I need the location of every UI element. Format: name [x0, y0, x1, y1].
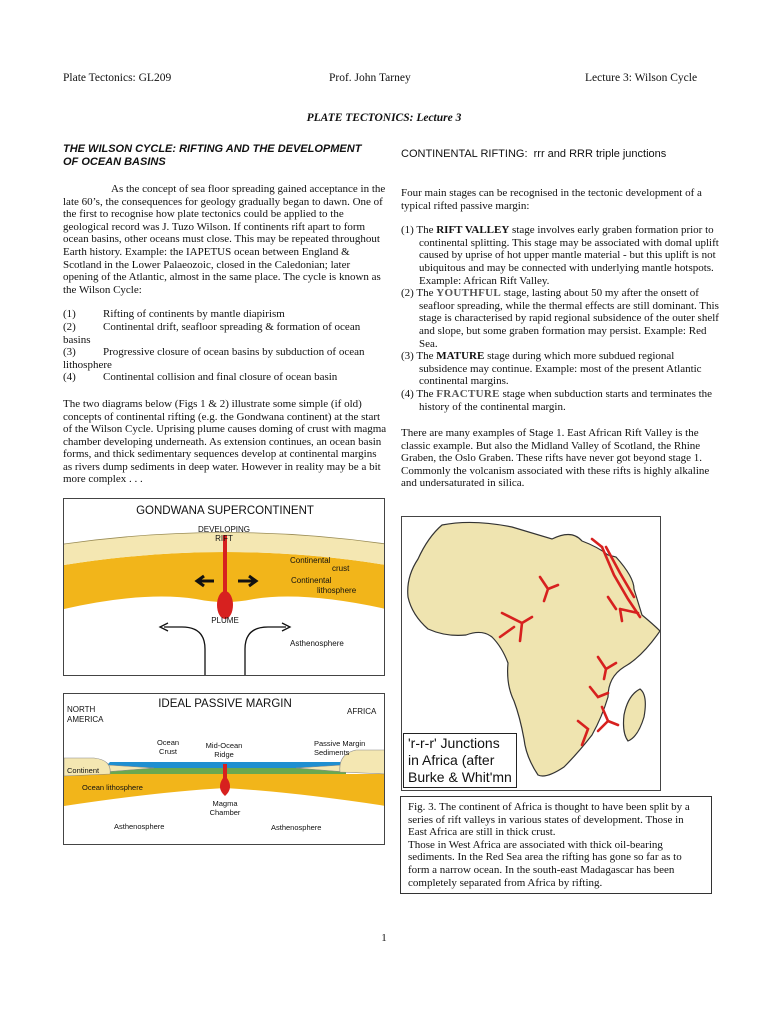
wilson-step — [63, 308, 388, 321]
doc-title: PLATE TECTONICS: Lecture 3 — [306, 112, 462, 124]
figure-passive-margin — [63, 693, 385, 845]
step-number: (4) — [63, 371, 76, 384]
ocean-lithosphere-label: Ocean lithosphere — [82, 783, 143, 792]
plume-label: PLUME — [211, 616, 239, 625]
wilson-step — [63, 321, 388, 346]
north-america-label-line1: NORTH — [67, 705, 96, 714]
stage-text: stage when subduction starts and terminates the history of the continental margin. — [419, 387, 713, 413]
ridge-label-line2: Ridge — [214, 750, 234, 759]
madagascar-landmass — [624, 689, 646, 741]
stages-list — [401, 224, 721, 413]
left-heading-line2: OF OCEAN BASINS — [63, 156, 166, 168]
lithosphere-label-line2: lithosphere — [317, 586, 357, 595]
stage-number: (4) The — [401, 387, 437, 400]
step-text: Progressive closure of ocean basins by subduction of ocean — [103, 346, 365, 359]
figure-gondwana — [63, 498, 385, 676]
diagrams-paragraph: The two diagrams below (Figs 1 & 2) illustrate some simple (if old) concepts of continental rifting (e.g. the Gondwana continent) at the start of the Wilson Cycle. Uprising plume causes doming of crust with magma chamber developing underneath. As extension continues, an ocean basin forms, and thick sedimentary sequences develop at continental margins as rivers dump sediments in deep water. However in reality may be a bit more complex . . . — [63, 397, 387, 486]
rrr-label-line3: Burke & Whit'mn — [408, 769, 512, 785]
rrr-label-line1: 'r-r-r' Junctions — [408, 735, 500, 751]
stage-text: stage, lasting about 50 my after the onsett of seafloor spreading, while the thermal effects are still dominant. This stage is characterised by rapid regional subsidence of the outer shelf and slope, but some graben formation may persist. Example: Red Sea. — [419, 287, 719, 350]
ocean-crust-label-line1: Ocean — [156, 738, 180, 747]
magma-label-line2: Chamber — [209, 808, 241, 817]
wilson-step — [63, 371, 388, 384]
margin-label-line2: Sediments — [314, 748, 350, 757]
crust-label-line2: crust — [332, 564, 350, 573]
rrr-junctions-label — [403, 733, 517, 788]
step-number: (3) — [63, 346, 76, 359]
stage-number: (1) The — [401, 224, 437, 237]
margin-label-line1: Passive Margin — [314, 739, 366, 748]
magma-label-line1: Magma — [212, 799, 238, 808]
stage-item — [401, 287, 721, 350]
fig3-caption — [400, 796, 712, 894]
stage-item — [401, 350, 721, 388]
right-heading-main: CONTINENTAL RIFTING: — [401, 148, 528, 160]
wilson-cycle-steps — [63, 308, 388, 384]
stage-key: FRACTURE — [436, 387, 500, 400]
magma-plume-head — [217, 591, 233, 619]
left-heading-line1: THE WILSON CYCLE: RIFTING AND THE DEVELOPMENT — [63, 143, 362, 155]
stage-key: YOUTHFUL — [436, 287, 501, 300]
asthenosphere-right-label: Asthenosphere — [271, 823, 322, 832]
right-convection-arrow-icon — [245, 627, 286, 675]
step-text-wrap: basins — [63, 333, 91, 346]
fig3-caption-text-2: Those in West Africa are associated with thick oil-bearing sediments. In the Red Sea area the rifting has gone so far as to form a narrow ocean. In the south-east Madagascar has been completely separated from Africa by rifting. — [408, 838, 682, 889]
stage-text: stage during which more subdued regional subsidence may continue. Example: most of the present Atlantic continental margins. — [419, 350, 702, 388]
gondwana-diagram — [64, 499, 385, 676]
page-number: 1 — [381, 932, 387, 944]
stages-intro: Four main stages can be recognised in the tectonic development of a typical rifted passive margin: — [401, 187, 702, 212]
left-heading — [63, 143, 393, 169]
asthenosphere-label: Asthenosphere — [290, 639, 344, 648]
ridge-label-line1: Mid-Ocean — [205, 741, 243, 750]
right-column — [401, 187, 721, 490]
step-number: (1) — [63, 308, 76, 321]
rrr-label-line2: in Africa (after — [408, 752, 495, 768]
stage-item — [401, 388, 721, 413]
step-text: Continental drift, seafloor spreading & formation of ocean — [103, 320, 361, 333]
stage-key: MATURE — [436, 350, 485, 363]
ocean-crust-label-line2: Crust — [159, 747, 177, 756]
header-lecture: Lecture 3: Wilson Cycle — [585, 72, 698, 84]
header-author: Prof. John Tarney — [329, 72, 411, 84]
step-text: Continental collision and final closure of ocean basin — [103, 371, 338, 384]
asthenosphere-left-label: Asthenosphere — [114, 822, 165, 831]
step-number: (2) — [63, 320, 76, 333]
fig2-title: IDEAL PASSIVE MARGIN — [158, 698, 292, 710]
examples-paragraph: There are many examples of Stage 1. East African Rift Valley is the classic example. But also the Midland Valley of Scotland, the Rhine Graben, the Oslo Graben. These rifts have never got beyond stage 1. Commonly the volcanism associated with these rifts is highly alkaline and undersaturated in silica. — [401, 427, 710, 490]
right-heading-sub: rrr and RRR triple junctions — [533, 148, 667, 160]
africa-label: AFRICA — [347, 707, 377, 716]
step-text-wrap: lithosphere — [63, 358, 112, 371]
wilson-intro-paragraph: As the concept of sea floor spreading gained acceptance in the late 60’s, the consequences for geology gradually began to dawn. One of the first to recognise how plate tectonics could be applied to the geological record was J. Tuzo Wilson. If continents rift apart to form ocean basins, other oceans must close. This may be repeated throughout Earth history. Example: the IAPETUS ocean between England & Scotland in the Lower Palaeozoic, closed in the Caledonian; later opening of the Atlantic, almost in the same place. The cycle is known as the Wilson Cycle: — [63, 183, 386, 296]
right-heading — [401, 148, 721, 161]
crust-label-line1: Continental — [290, 556, 331, 565]
stage-number: (3) The — [401, 350, 437, 363]
lithosphere-label-line1: Continental — [291, 576, 332, 585]
wilson-step — [63, 346, 388, 371]
header-course: Plate Tectonics: GL209 — [63, 72, 172, 84]
left-column — [63, 183, 388, 486]
fig1-title: GONDWANA SUPERCONTINENT — [136, 505, 314, 517]
stage-text: stage involves early graben formation prior to continental splitting. This stage may be associated with domal uplift caused by uprise of hot upper mantle material - but this uplift is not ubiquitous and may be connected with underlying mantle hotspots. Example: African Rift Valley. — [419, 224, 719, 287]
passive-margin-diagram — [64, 694, 385, 845]
fig3-caption-text: Fig. 3. The continent of Africa is thought to have been split by a series of rift valleys in various states of development. Those in East Africa are still in thick crust. — [408, 801, 690, 839]
stage-key: RIFT VALLEY — [436, 224, 510, 237]
rift-label-line2: RIFT — [215, 534, 233, 543]
continent-label: Continent — [67, 766, 100, 775]
rift-label-line1: DEVELOPING — [197, 525, 251, 534]
north-america-label-line2: AMERICA — [67, 715, 104, 724]
stage-number: (2) The — [401, 287, 437, 300]
stage-item — [401, 224, 721, 287]
left-convection-arrow-icon — [164, 627, 205, 675]
step-text: Rifting of continents by mantle diapirism — [103, 308, 285, 321]
